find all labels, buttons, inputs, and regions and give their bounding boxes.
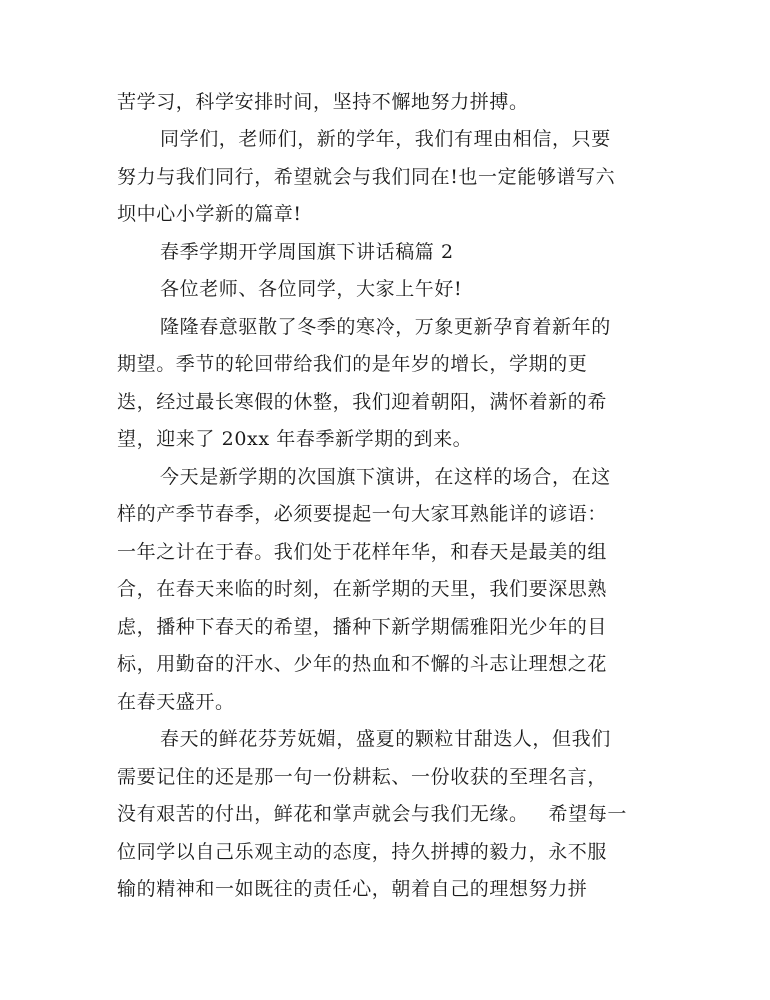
text-line: 虑，播种下春天的希望，播种下新学期儒雅阳光少年的目 xyxy=(117,616,608,638)
text-line: 位同学以自己乐观主动的态度，持久拼搏的毅力，永不服 xyxy=(117,841,608,863)
text-line: 一年之计在于春。我们处于花样年华，和春天是最美的组 xyxy=(117,541,608,563)
text-line: 春天的鲜花芬芳妩媚，盛夏的颗粒甘甜迭人，但我们 xyxy=(160,728,611,750)
text-line: 迭，经过最长寒假的休整，我们迎着朝阳，满怀着新的希 xyxy=(117,391,608,413)
text-line: 输的精神和一如既往的责任心，朝着自己的理想努力拼 xyxy=(117,878,588,900)
text-line: 同学们，老师们，新的学年，我们有理由相信，只要 xyxy=(160,128,611,150)
text-line: 期望。季节的轮回带给我们的是年岁的增长，学期的更 xyxy=(117,353,588,375)
text-line: 没有艰苦的付出，鲜花和掌声就会与我们无缘。 希望每一 xyxy=(117,803,627,825)
text-line: 标，用勤奋的汗水、少年的热血和不懈的斗志让理想之花 xyxy=(117,653,608,675)
text-line: 望，迎来了 20xx 年春季新学期的到来。 xyxy=(117,428,473,450)
text-line: 在春天盛开。 xyxy=(117,691,235,713)
text-line: 坝中心小学新的篇章! xyxy=(117,203,302,225)
text-line: 今天是新学期的次国旗下演讲，在这样的场合，在这 xyxy=(160,466,611,488)
section-heading: 春季学期开学周国旗下讲话稿篇 2 xyxy=(160,241,454,263)
text-line: 合，在春天来临的时刻，在新学期的天里，我们要深思熟 xyxy=(117,578,608,600)
text-line: 努力与我们同行，希望就会与我们同在!也一定能够谱写六 xyxy=(117,166,616,188)
greeting-line: 各位老师、各位同学，大家上午好! xyxy=(160,278,463,300)
text-line: 样的产季节春季，必须要提起一句大家耳熟能详的谚语： xyxy=(117,503,608,525)
text-line: 隆隆春意驱散了冬季的寒冷，万象更新孕育着新年的 xyxy=(160,316,611,338)
text-line: 苦学习，科学安排时间，坚持不懈地努力拼搏。 xyxy=(117,91,529,113)
text-line: 需要记住的还是那一句一份耕耘、一份收获的至理名言， xyxy=(117,766,608,788)
